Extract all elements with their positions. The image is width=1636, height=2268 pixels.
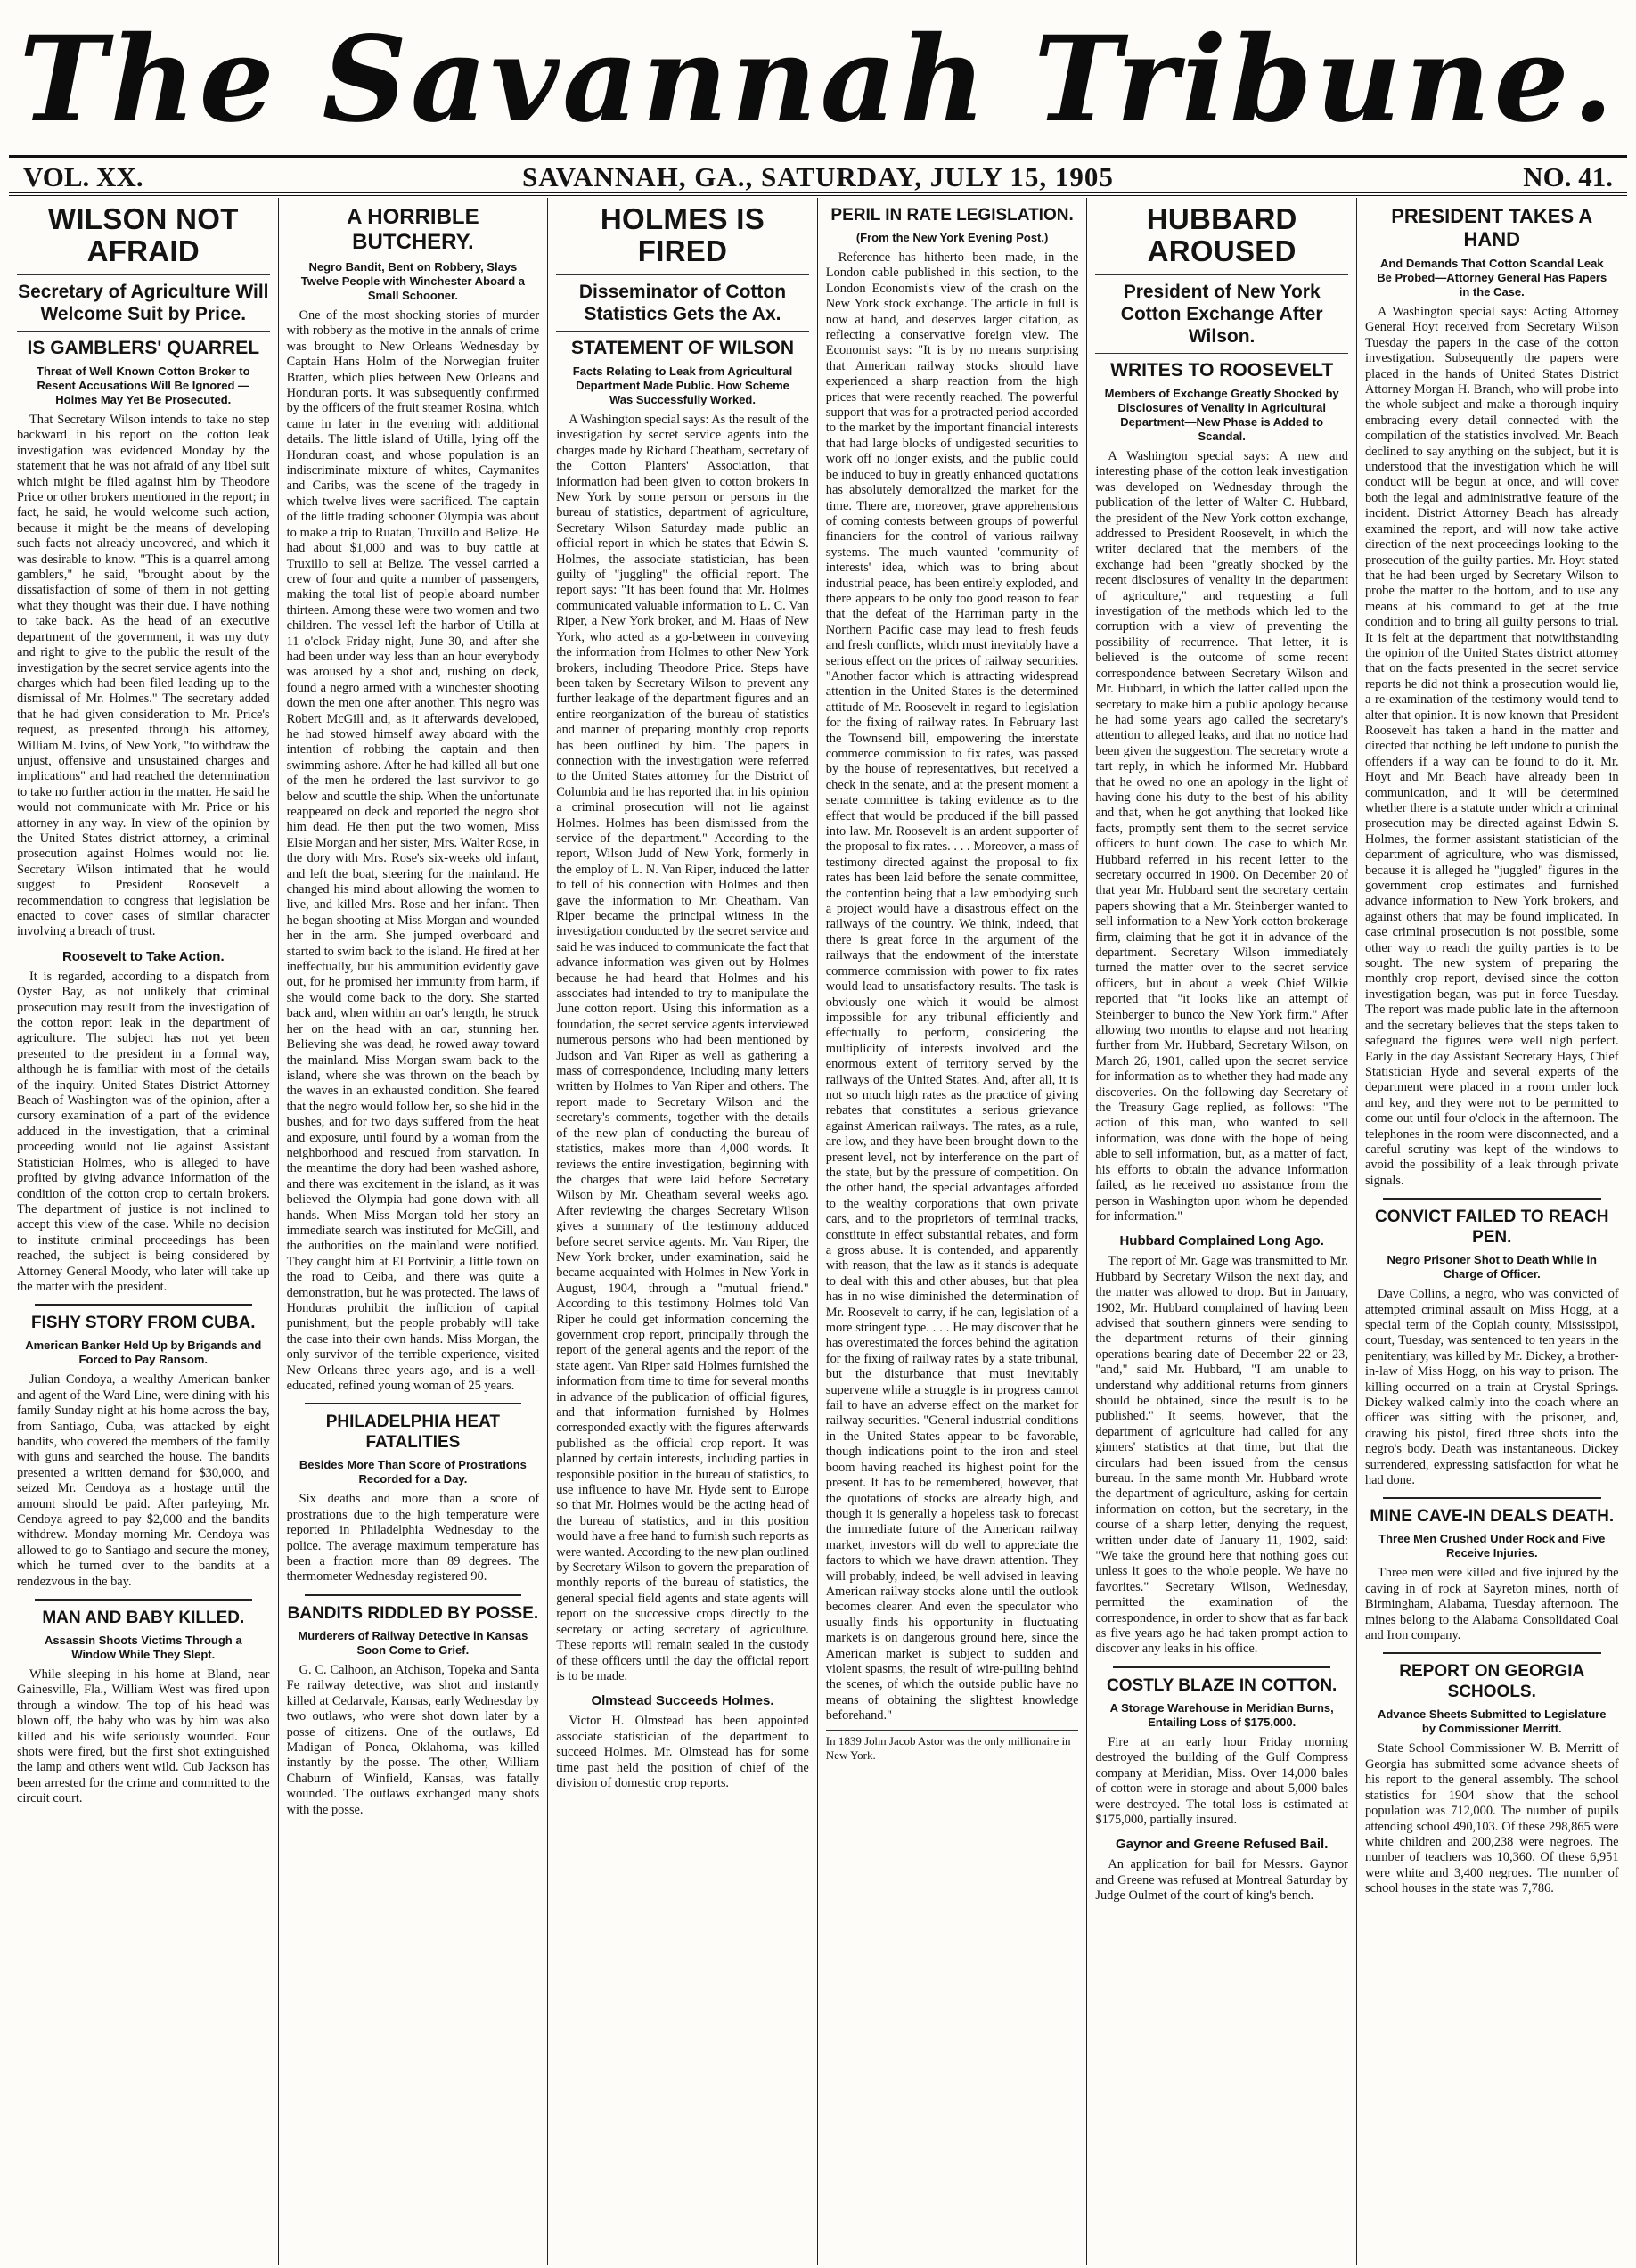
deck-butchery: Negro Bandit, Bent on Robbery, Slays Twelve People with Winchester Aboard a Small Schooner. (300, 260, 526, 302)
deck-georgia-schools: Advance Sheets Submitted to Legislature by Commissioner Merritt. (1378, 1707, 1607, 1736)
deck-mine-cave-in: Three Men Crushed Under Rock and Five Receive Injuries. (1378, 1532, 1606, 1560)
subhead-roosevelt: Roosevelt to Take Action. (61, 948, 225, 964)
footnote-astor: In 1839 John Jacob Astor was the only millionaire in New York. (826, 1730, 1079, 1763)
article-body: While sleeping in his home at Bland, near Gainesville, Fla., William West was fired upon through a window. The top of his head was blown off, the baby who was by him was also killed and his wife seriously wounded. Four shots were fired, but the first shot extinguished the lamp and others went wild. Cub Jackson has been arrested for the crime and committed to the circuit court. (17, 1667, 270, 1806)
deck-hubbard-1: President of New York Cotton Exchange After Wilson. (1095, 274, 1348, 348)
deck-evening-post: (From the New York Evening Post.) (855, 231, 1049, 244)
headline-philadelphia-heat: PHILADELPHIA HEAT FATALITIES (325, 1412, 501, 1453)
masthead-title: The Savannah Tribune. (19, 11, 1617, 149)
headline-convict-failed: CONVICT FAILED TO REACH PEN. (1375, 1208, 1609, 1248)
divider (1383, 1652, 1601, 1654)
headline-fishy-story: FISHY STORY FROM CUBA. (30, 1314, 256, 1333)
divider (305, 1594, 522, 1596)
subhead-gaynor-greene: Gaynor and Greene Refused Bail. (1115, 1837, 1329, 1853)
headline-bandits-riddled: BANDITS RIDDLED BY POSSE. (287, 1603, 539, 1623)
subhead-hubbard-complained: Hubbard Complained Long Ago. (1119, 1233, 1324, 1249)
deck-hubbard-3: Members of Exchange Greatly Shocked by Disclosures of Venality in Agricultural Department—New Phase is Added to Scandal. (1104, 387, 1339, 443)
deck-bandits-riddled: Murderers of Railway Detective in Kansas Soon Come to Grief. (298, 1628, 528, 1657)
article-body: Three men were killed and five injured by the caving in of rock at Sayreton mines, north of Birmingham, Alabama, Tuesday afternoon. The mines belong to the Alabama Consolidated Coal and Iron company. (1364, 1566, 1619, 1643)
headline-mine-cave-in: MINE CAVE-IN DEALS DEATH. (1370, 1507, 1615, 1527)
article-body: One of the most shocking stories of murder with robbery as the motive in the annals of crime was brought to New Orleans Wednesday by Captain Hans Holm of the Norwegian fruiter Bratten, which plies between New Orleans and Honduran ports. It was subsequently confirmed by the officers of the fruit steamer Rosina, which came in later in the evening with additional details. The little island of Utilla, lying off the Honduran coast, and whose population is an indiscriminate mixture of whites, Caymanites and Caribs, was the scene of the tragedy in which twelve lives were sacrificed. The captain of the little trading schooner Olympia was about to make a trip to Ruatan, Truxillo and Belize. He had about $1,000 and was to buy cattle at Truxillo to sell at Belize. The vessel carried a crew of four and quite a number of passengers, making the total list of people aboard number thirteen. Among these were two women and two children. The vessel left the harbor of Utilla at 11 o'clock Friday night, June 30, and after she had been under way less than an hour everybody was aroused by a shot and, rushing on deck, found a negro armed with a winchester shooting down the men one after another. This negro was Robert McGill and, as it afterwards developed, he had stowed himself away aboard with the intention of robbing the captain and then swimming ashore. After he had killed all but one of the men he ordered the last survivor to go below and scuttle the ship. When the unfortunate reappeared on deck and reported the negro shot him dead. He then put the two women, Miss Elsie Morgan and her sister, Mrs. Walter Rose, in the dory with Mrs. Rose's six-weeks old infant, and left the boat, steering for the mainland. He changed his mind about allowing the women to live, and killed Mrs. Rose and her infant. Then he began shooting at Miss Morgan and wounded her in the arm. She jumped overboard and started to swim back to the island. He fired at her ineffectually, but his ammunition evidently gave out, for he promised her immunity from harm, if she would come back to the dory. She started back and, when within an oar's length, he struck her on the head with an oar, stunning her. Believing she was dead, he rowed away toward the mainland. Miss Morgan swam back to the island, where she was thrown on the beach by the waves in an exhausted condition. She feared that the negro would follow her, so she hid in the bushes, and for two days suffered from the heat and exposure, until found by a woman from the neighborhood and rescued from starvation. In the meantime the dory had been washed ashore, and there was excitement in the island, as it was believed the Olympia had gone down with all hands. When Miss Morgan told her story an immediate search was instituted for McGill, and the authorities on the mainland were notified. They caught him at El Portvinir, a little town on the road to Ceiba, and there was quite a demonstration, but he was protected. The laws of Honduras prohibit the infliction of capital punishment, but the people probably will take the case into their own hands. Miss Morgan, the only survivor of the terrible experience, visited New Orleans three years ago, and is a well-educated, refined young woman of 25 years. (286, 308, 540, 1394)
headline-peril-in-rate: PERIL IN RATE LEGISLATION. (830, 206, 1074, 225)
deck-hubbard-2: WRITES TO ROOSEVELT (1095, 353, 1348, 381)
article-body: A Washington special says: A new and interesting phase of the cotton leak investigation was developed on Wednesday through the publication of the letter of Walter C. Hubbard, the president of the New York cotton exchange, addressed to President Roosevelt, in which the writer declared that the members of the exchange had been "greatly shocked by the recent disclosures of venality in the department of agriculture," and requesting a full investigation of the methods which led to the corruption with a view of preventing the possibility of recurrence. That letter, it is believed is the outcome of some recent correspondence between Secretary Wilson and Mr. Hubbard, in which the latter called upon the secretary to make him a public apology because he had some years ago called the secretary's attention to alleged leaks, and that no notice had been given the suggestion. The secretary wrote a tart reply, in which he informed Mr. Hubbard that he owed no one an apology in the light of having done his duty to the best of his ability and that, when he got anything that looked like facts, promptly sent them to the secret service officers to hunt down. The case to which Mr. Hubbard referred in his recent letter to the secretary occurred in 1900. On December 20 of that year Mr. Hubbard sent the secretary certain papers showing that a Mr. Steinberger wanted to sell information to a New York cotton brokerage firm, claiming that he got it in advance of the department. Secretary Wilson immediately turned the matter over to the secret service officers, but in about a week Chief Wilkie reported that "it looks like an attempt of Steinberger to bunco the New York firm." After allowing two months to elapse and not hearing further from Mr. Hubbard, Secretary Wilson, on March 26, 1901, called upon the secret service for information as to whether they had made any discoveries. On the following day Secretary of the Treasury Gage replied, as follows: "The action of this man, who wanted to sell information, was done with the hope of being able to sell information, but, as a matter of fact, his efforts to obtain the advance information failed, as he received no assistance from the person in Washington upon whom he depended for information." (1095, 449, 1348, 1224)
headline-costly-blaze: COSTLY BLAZE IN COTTON. (1107, 1675, 1337, 1695)
divider (305, 1403, 522, 1404)
article-body: Dave Collins, a negro, who was convicted of attempted criminal assault on Miss Hogg, at a special term of the Copiah county, Mississippi, court, Tuesday, was sentenced to ten years in the penitentiary, was killed by Mr. Dickey, a brother-in-law of Miss Hogg, on his way to prison. The killing occurred on a train at Crystal Springs. Dickey walked calmly into the coach where an officer was sitting with the prisoner, and, drawing his pistol, fired three shots into the negro's body. Death was instantaneous. Dickey surrendered, expressing satisfaction for what he had done. (1364, 1287, 1619, 1488)
deck-president: And Demands That Cotton Scandal Leak Be Probed—Attorney General Has Papers in the Case. (1377, 257, 1607, 299)
headline-wilson-not-afraid: WILSON NOT AFRAID (47, 202, 239, 267)
issue-number: NO. 41. (1523, 161, 1613, 192)
deck-costly-blaze: A Storage Warehouse in Meridian Burns, Entailing Loss of $175,000. (1109, 1700, 1334, 1729)
deck-convict-failed: Negro Prisoner Shot to Death While in Charge of Officer. (1387, 1253, 1597, 1281)
column-3 (548, 198, 818, 2265)
article-body: A Washington special says: As the result of the investigation by secret service agents into the charges made by Richard Cheatham, secretary of the Cotton Planters' Association, that information had been given to cotton brokers in New York by some person or persons in the bureau of statistics, department of agriculture, Secretary Wilson Saturday made public an official report in which he states that Edwin S. Holmes, the associate statistician, has been guilty of "juggling" the official report. The report says: "It has been found that Mr. Holmes communicated valuable information to L. C. Van Riper, a New York broker, and M. Haas of New York, who acted as a go-between in conveying the information from Holmes to other New York brokers, including Theodore Price. Steps have been taken by Secretary Wilson to prevent any further leakage of the department figures and an entire reorganization of the bureau of statistics and manner of preparing monthly crop reports has been outlined by him. The papers in connection with the investigation were referred to the United States attorney for the District of Columbia and he has reported that in his opinion a criminal prosecution will not lie against Holmes. Holmes has been dismissed from the service of the department." According to the report, Wilson Judd of New York, formerly in the employ of L. N. Van Riper, induced the latter to tell of his connection with Holmes and then gave the information to Mr. Cheatham. Van Riper became the principal witness in the investigation conducted by the secret service and said he was induced to communicate the fact that advance information was given out by Holmes because he had heard that Holmes and his associates had intended to try to manipulate the June cotton report. Using this information as a foundation, the secret service agents interviewed numerous persons who had been mentioned by Judson and Van Riper as well as gathering a mass of correspondence, including many letters written by Holmes to Van Riper and others. The report made to Secretary Wilson and the secretary's comments, together with the details of the new plan of conducting the bureau of statistics, makes more than 4,000 words. It reviews the entire investigation, beginning with the charges that were laid before Secretary Wilson by Mr. Cheatham several weeks ago. After reviewing the charges Secretary Wilson gives a summary of the testimony adduced before secret service agents. Mr. Van Riper, the New York broker, under examination, said he became acquainted with Holmes in New York in August, 1904, through a "mutual friend." According to this testimony Holmes told Van Riper he could get information concerning the government crop report, principally through the report of the general agents and the report of the state agent. Van Riper said Holmes furnished the information from time to time for several months in advance of the publication of official figures, and that information furnished by Holmes corresponded exactly with the figures afterwards published as the official crop report. It was planned by certain interests, including parties in responsible position in the bureau of statistics, to use influence to have Mr. Hyde sent to Europe so that Mr. Holmes would be the acting head of the bureau of statistics, and in this position would have a free hand to furnish such reports as were wanted. According to the new plan outlined by Secretary Wilson to govern the preparation of monthly reports of the bureau of statistics, the general special field agents and state agents will report on the successive crops directly to the secretary or acting secretary of agriculture. These reports will remain sealed in the custody of these officers until the day the official report is to be made. (556, 413, 809, 1683)
column-1 (9, 198, 279, 2265)
article-body: Julian Condoya, a wealthy American banker and agent of the Ward Line, were dining with his family Sunday night at his home across the bay, from Santiago, Cuba, was attacked by eight bandits, who covered the members of the family with guns and searched the house. The bandits presented a written demand for $30,000, and seized Mr. Cendoya as a hostage until the amount should be paid. After parleying, Mr. Cendoya agreed to pay $2,000 and the bandits withdrew. Monday morning Mr. Cendoya was allowed to go to Santiago and secure the money, which he turned over to the bandits at a rendezvous in the bay. (17, 1372, 270, 1589)
headline-holmes-is-fired: HOLMES IS FIRED (600, 202, 765, 267)
column-5 (1087, 198, 1357, 2265)
headline-man-and-baby: MAN AND BABY KILLED. (42, 1609, 245, 1628)
divider (1383, 1198, 1601, 1200)
deck-man-and-baby: Assassin Shoots Victims Through a Window While They Slept. (45, 1633, 242, 1662)
headline-georgia-schools: REPORT ON GEORGIA SCHOOLS. (1399, 1662, 1585, 1702)
article-body: That Secretary Wilson intends to take no step backward in his report on the cotton leak investigation was evidenced Monday by the statement that he was not afraid of any libel suit which might be filed against him by Theodore Price or other brokers mentioned in the report; in fact, he said, he would welcome such action, because it might be the means of developing such facts not already uncovered, and which it was desirable to know. "This is a quarrel among gamblers," he said, "brought about by the dissatisfaction of some of them in not getting what they thought was their due. I have nothing to take back. As the head of an executive department of the government, it was my duty and right to give to the public the result of the investigation by the secret service agents into the charges which had been filed leading up to the dismissal of Mr. Holmes." The secretary added that he had given consideration to Mr. Price's request, as presented through his attorney, William M. Ivins, of New York, "to withdraw the unjust, offensive and unsustained charges and implications" and had reached the determination to take no further action in the matter. He said he would not communicate with Mr. Price or his attorney in any way. In view of the opinion by the United States district attorney, a criminal prosecution against Holmes would not lie. Secretary Wilson intimated that he would suggest to President Roosevelt a recommendation to congress that legislation be enacted to cover cases of similar character involving a breach of trust. (17, 413, 270, 939)
subhead-olmstead: Olmstead Succeeds Holmes. (591, 1693, 774, 1709)
deck-philadelphia-heat: Besides More Than Score of Prostrations Recorded for a Day. (299, 1458, 527, 1486)
article-body: It is regarded, according to a dispatch from Oyster Bay, as not unlikely that criminal prosecution may result from the investigation of the cotton report leak in the department of agriculture. The subject has not yet been presented to the president in a formal way, although he is familiar with most of the details of the inquiry. United States District Attorney Beach of Washington was of the opinion, after a cursory examination of a part of the evidence adduced in the investigation, that a criminal proceeding would not lie against Assistant Statistician Holmes, who is alleged to have profited by giving advance information of the condition of the cotton crop to certain brokers. The department of justice is not inclined to accept this view of the case. While no decision to institute criminal proceedings has been reached, the subject is being considered by Attorney General Moody, who later will take up the matter with the president. (17, 969, 270, 1294)
divider (35, 1304, 252, 1306)
column-2 (279, 198, 549, 2265)
headline-hubbard-aroused: HUBBARD AROUSED (1146, 202, 1297, 267)
divider (1113, 1666, 1330, 1668)
column-6 (1357, 198, 1627, 2265)
article-columns (9, 198, 1627, 2265)
dateline-bar (9, 155, 1627, 196)
deck-holmes-3: Facts Relating to Leak from Agricultural Department Made Public. How Scheme Was Successfully Worked. (572, 364, 793, 406)
article-body: Reference has hitherto been made, in the London cable published in this section, to the London Economist's view of the crash on the New York stock exchange. The article in full is now at hand, and deserves larger citation, as reflecting a conservative foreign view. The Economist says: "It is by no means surprising that American railway stocks should have experienced a sharp reaction from the high prices that were recently reached. The powerful support that was for a protracted period accorded to the market by the important financial interests that had large blocks of undigested securities to work off no longer exists, and the public could be induced to buy in greatly enhanced quotations has absolutely demoralized the market for the time. There are, moreover, grave apprehensions of coming contests between groups of powerful financiers for the control of various railway systems. The much vaunted 'community of interests' idea, which was to bring about industrial peace, has been entirely exploded, and there appears to be only too good reason to fear that the defeat of the Harriman party in the Northern Pacific case may lead to fresh feuds and fresh conflicts, which must inevitably have a serious effect on the prices of railway securities. "Another factor which is attracting widespread attention in the United States is the determined attitude of Mr. Roosevelt in regard to legislation for the fixing of railway rates. In February last the Townsend bill, empowering the interstate commerce commission to fix rates, was passed by the house of representatives, but received a check in the senate, and at the present moment a senate committee is taking evidence as to the effect that would be produced if the bill passed into law. Mr. Roosevelt is an ardent supporter of the proposal to fix rates. . . . Moreover, a mass of testimony directed against the proposal to fix rates has been laid before the senate committee, the contention being that a law embodying such a project would have a disastrous effect on the railways of the country. We think, indeed, that there is great force in the argument of the railways that the endowment of the interstate commerce commission with power to fix rates would lead to unsatisfactory results. The task is obviously one which it would be almost impossible for any tribunal efficiently and effectually to perform, considering the multiplicity of interests involved and the enormous extent of territory served by the railways of the United States. And, after all, it is not so much high rates as the practice of giving rebates that constitutes a serious grievance against American railways. The rates, as a rule, are low, and they have been brought down to the present level, not by interference on the part of the state, but by the pressure of competition. On the other hand, the special advantages afforded to the wealthy corporations that own private cars, and to the proprietors of terminal tracks, constitute in effect substantial rebates, and form a gross abuse. It is contended, and apparently with reason, that the law as it stands is adequate to deal with this and other abuses, but that plea has in no wise diminished the determination of Mr. Roosevelt to carry, if he can, legislation of a more stringent type. . . . He may discover that he has overestimated the forces behind the agitation for the fixing of railway rates by a state tribunal, but the disturbance that must inevitably supervene while a struggle is in progress cannot fail to have an adverse effect on the market for railway securities. "General industrial conditions in the United States appear to be favorable, though indications point to the iron and steel boom having reached its highest point for the present. It has to be remembered, however, that the quotations of stocks are already high, and though it is generally a hopeless task to forecast the immediate future of the American railway market, investors will do well to appreciate the factors to which we have drawn attention. They will probably, indeed, be well advised in leaving American railway stocks alone until the outlook becomes clearer. And even the speculator who usually finds his opportunity in fluctuating markets is on dangerous ground here, since the American market is subject to sudden and violent spasms, the result of wire-pulling behind the scenes, of which the outside public have no means of obtaining the slightest knowledge beforehand." (825, 250, 1079, 1724)
headline-horrible-butchery: A HORRIBLE BUTCHERY. (347, 205, 479, 254)
deck-wilson-1: Secretary of Agriculture Will Welcome Suit by Price. (17, 274, 270, 325)
article-body: Six deaths and more than a score of prostrations due to the high temperature were reported in Philadelphia Wednesday to the police. The average maximum temperature has been a fraction more than 89 degrees. The thermometer Wednesday registered 90. (286, 1492, 540, 1584)
article-body: State School Commissioner W. B. Merritt of Georgia has submitted some advance sheets of his report to the general assembly. The school statistics for 1904 show that the school population was 712,000. The number of pupils attending school 490,103. Of these 298,865 were white children and 200,238 were negroes. The number of teachers was 10,360. Of these 6,951 were white and 3,400 negroes. The number of school houses in the state was 7,786. (1364, 1741, 1619, 1896)
deck-fishy-story: American Banker Held Up by Brigands and Forced to Pay Ransom. (25, 1339, 262, 1367)
deck-wilson-2: IS GAMBLERS' QUARREL (17, 331, 270, 359)
article-body: A Washington special says: Acting Attorney General Hoyt received from Secretary Wilson Tuesday the papers in the case of the cotton investigation. Subsequently the papers were placed in the hands of United States District Attorney Morgan H. Branch, who will probe into the whole subject and make a thorough inquiry embracing every detail connected with the compilation of the statistics involved. Mr. Beach declined to say anything on the subject, but it is understood that the investigation which he will conduct will be begun at once, and will cover both the legal and administrative feature of the incident. District Attorney Beach has already examined the report, and will now take active direction of the next proceedings looking to the prosecution of the guilty parties. Mr. Hoyt stated that he had been urged by Secretary Wilson to probe the matter to the bottom, and to use any means at his command to get at the true condition and to bring all guilty persons to trial. It is felt at the department that notwithstanding the opinion of the United States district attorney that on the facts presented in the secret service reports he did not think a prosecution would lie, a re-examination of the testimony would tend to alter that opinion. It is now known that President Roosevelt has taken a hand in the matter and directed that nothing be left undone to punish the offenders if a way can be found to do it. Mr. Hoyt and Mr. Beach have already been in communication, and it will be determined whether there is a statute under which a criminal prosecution may be directed against Edwin S. Holmes, the former assistant statistician of the department of agriculture, who was dismissed, because it is alleged he "juggled" figures in the government crop estimates and furnished advance information to New York brokers, and against others that may be found implicated. In case criminal prosecution is not possible, some other way to reach the guilty parties is to be sought. The new system of preparing the monthly crop report, devised since the cotton investigation began, was put in force Tuesday. The report was made public late in the afternoon and the secretary believes that the steps taken to safeguard the figures were well nigh perfect. Early in the day Assistant Secretary Hays, Chief Statistician Hyde and several experts of the department were placed in a room under lock and key, and they were not to be permitted to come out until four o'clock in the afternoon. The telephones in the room were disconnected, and a careful scrutiny was kept of the windows to avoid the possibility of a leak through private signals. (1364, 305, 1619, 1188)
volume-label: VOL. XX. (23, 161, 143, 192)
article-body: Fire at an early hour Friday morning destroyed the building of the Gulf Compress company at Meridian, Miss. Over 14,000 bales of cotton were in storage and about 5,000 bales were destroyed. The total loss is estimated at $175,000, partially insured. (1095, 1734, 1348, 1827)
article-body: G. C. Calhoon, an Atchison, Topeka and Santa Fe railway detective, was shot and instantly killed at Cedarvale, Kansas, early Wednesday by two outlaws, who were shot down later by a posse of citizens. One of the outlaws, Ed Madigan of Ponca, Oklahoma, was killed instantly by the posse. The other, William Chaburn of Winfield, Kansas, was fatally wounded. The outlaws exchanged many shots with the posse. (286, 1662, 540, 1817)
deck-wilson-3: Threat of Well Known Cotton Broker to Resent Accusations Will Be Ignored — Holmes May Yet Be Prosecuted. (37, 364, 250, 406)
article-body: Victor H. Olmstead has been appointed associate statistician of the department to succeed Holmes. Mr. Olmstead has for some time past held the position of chief of the division of domestic crop reports. (556, 1714, 809, 1790)
divider (1383, 1497, 1601, 1499)
dateline-text: SAVANNAH, GA., SATURDAY, JULY 15, 1905 (522, 161, 1114, 192)
headline-president-takes-hand: PRESIDENT TAKES A HAND (1391, 205, 1593, 250)
article-body: An application for bail for Messrs. Gaynor and Greene was refused at Montreal Saturday by Judge Oulmet of the court of king's bench. (1095, 1857, 1348, 1904)
divider (35, 1599, 252, 1601)
column-4 (818, 198, 1088, 2265)
deck-holmes-2: STATEMENT OF WILSON (556, 331, 809, 359)
article-body: The report of Mr. Gage was transmitted to Mr. Hubbard by Secretary Wilson the next day, and the matter was allowed to drop. But in January, 1902, Mr. Hubbard complained of having been advised that southern ginners were sending to the department returns of their ginning operations bearing date of December 22 or 23, "and," said Mr. Hubbard, "I am unable to understand why additional returns from ginners should be obtained, since the result is to be published." It seems, however, that the department of agriculture had called for any ginners' statistics at that time, but that the circulars had been issued from the census bureau. In the same month Mr. Hubbard wrote the department of agriculture, asking for certain information on cotton, but the secretary, in the course of a sharp letter, denying the request, written under date of January 11, 1902, said: "We take the ground here that nothing goes out unless it goes to the whole people. We have no favorites." Secretary Wilson, Wednesday, permitted the examination of the correspondence, in order to show that as far back as five years ago he had taken prompt action to discover any leaks in his office. (1095, 1254, 1348, 1657)
deck-holmes-1: Disseminator of Cotton Statistics Gets the Ax. (556, 274, 809, 325)
